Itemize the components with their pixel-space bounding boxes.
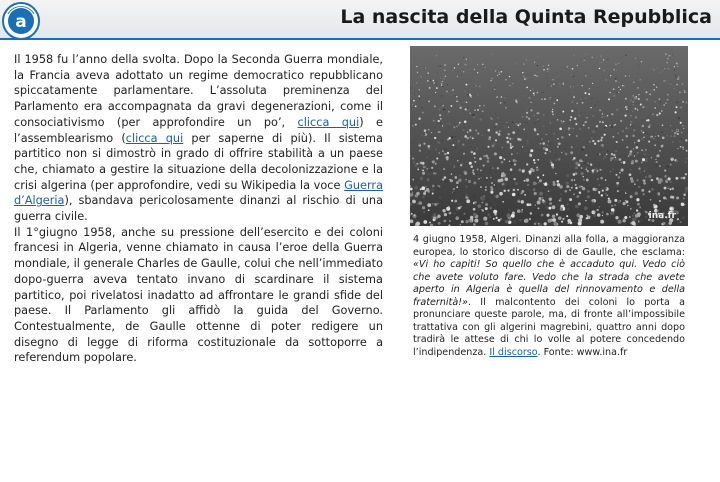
paragraph-1: Il 1958 fu l’anno della svolta. Dopo la Seconda Guerra mondiale, la Francia aveva adottato un regime democratico repubblicano spiccatamente parlamentare. L’assoluta preminenza del Parlamento era accompagnata da gravi degenerazioni, come il consociativismo (per approfondire un po’, clicca qui) e l’assemblearismo (clicca qui per saperne di più). Il sistema partitico non si dimostrò in grado di offrire stabilità a un paese che, chiamato a gestire la situazione della decolonizzazione e la crisi algerina (per approfondire, vedi su Wikipedia la voce Guerra d’Algeria), sbandava pericolosamente dinanzi al rischio di una guerra civile. bbox=[14, 53, 383, 224]
ateneo-logo bbox=[2, 2, 40, 40]
link-assemblearismo[interactable]: clicca qui bbox=[125, 131, 184, 145]
crowd-photo bbox=[410, 46, 688, 226]
paragraph-2: Il 1°giugno 1958, anche su pressione dell’esercito e dei coloni francesi in Algeria, venne chiamato in causa l’eroe della Guerra mondiale, il generale Charles de Gaulle, colui che nell’immediato dopo-guerra aveva tentato invano di scardinare il sistema partitico, poi rivelatosi inadatto ad affrontare le grandi sfide del paese. Il Parlamento gli affidò la guida del Governo. Contestualmente, de Gaulle ottenne di poter redigere un disegno di legge di riforma costituzionale da sottoporre a referendum popolare. bbox=[14, 225, 383, 365]
svg-text:a: a bbox=[15, 12, 27, 32]
link-il-discorso[interactable]: Il discorso bbox=[489, 346, 538, 358]
page-title: La nascita della Quinta Repubblica bbox=[340, 6, 712, 28]
photo-caption: 4 giugno 1958, Algeri. Dinanzi alla folla, a maggioranza europea, lo storico discorso di de Gaulle, che esclama: «Vi ho capiti! So quello che è accaduto qui. Vedo ciò che avete voluto fare. Vedo che la strada che avete aperto in Algeria è quella del rinnovamento e della fraternità!». Il malcontento dei coloni lo porta a pronunciare queste parole, ma, di fronte all’impossibile trattativa con gli algerini magrebini, quattro anni dopo tradirà le attese di chi lo volle al potere concedendo l’indipendenza. Il discorso. Fonte: www.ina.fr bbox=[413, 234, 685, 358]
caption-quote: «Vi ho capiti! So quello che è accaduto qui. Vedo ciò che avete voluto fare. Vedo che la strada che avete aperto in Algeria è quella del rinnovamento e della fraternità!» bbox=[413, 259, 685, 308]
article-text bbox=[14, 52, 383, 366]
link-consociativismo[interactable]: clicca qui bbox=[297, 115, 360, 129]
link-guerra-algeria[interactable]: Guerra d’Algeria bbox=[14, 178, 383, 208]
photo-watermark: ina.fr bbox=[648, 211, 676, 221]
